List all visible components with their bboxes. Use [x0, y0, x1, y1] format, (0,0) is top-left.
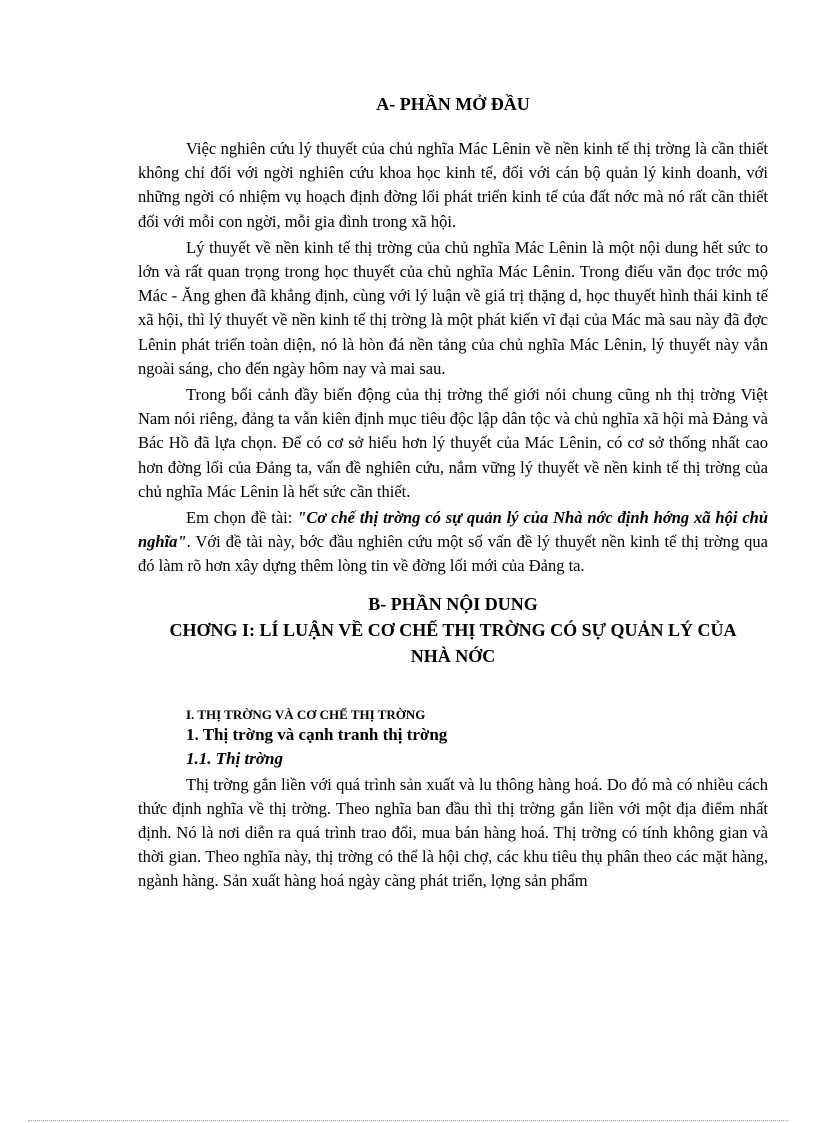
paragraph: Lý thuyết về nền kinh tế thị trờng của chủ nghĩa Mác Lênin là một nội dung hết sức to lớn và rất quan trọng trong học thuyết của chủ nghĩa Mác Lênin. Trong điếu văn đọc trớc mộ Mác - Ăng ghen đã khẳng định, cùng với lý luận về giá trị thặng d, học thuyết hình thái kinh tế xã hội, thì lý thuyết về nền kinh tế thị trờng là một phát kiến vĩ đại của Mác mà sau này đã đợc Lênin phát triển toàn diện, nó là hòn đá nền tảng của chủ nghĩa Mác Lênin, lý thuyết này vẫn ngoài sáng, cho đến ngày hôm nay và mai sau. [138, 237, 768, 378]
topic-title: "Cơ chế thị trờng có sự quản lý của Nhà nớc định hớng xã hội chủ nghĩa" [138, 508, 768, 552]
topic-lead: Em chọn đề tài: [186, 508, 298, 528]
topic-rest: . Với đề tài này, bớc đầu nghiên cứu một số vấn đề lý thuyết nền kinh tế thị trờng qua đó làm rõ hơn xây dựng thêm lòng tin về đờng lối mới của Đảng ta. [138, 532, 768, 576]
section-heading: I. THỊ TRỜNG VÀ CƠ CHẾ THỊ TRỜNG [186, 706, 426, 722]
paragraph-topic [138, 506, 768, 579]
subsubsection-heading: 1.1. Thị trờng [186, 748, 283, 768]
page-bottom-rule [28, 1120, 788, 1121]
paragraph: Thị trờng gắn liền với quá trình sản xuất và lu thông hàng hoá. Do đó mà có nhiều cách thức định nghĩa về thị trờng. Theo nghĩa ban đầu thì thị trờng gắn liền với một địa điểm nhất định. Nó là nơi diễn ra quá trình trao đổi, mua bán hàng hoá. Thị trờng có tính không gian và thời gian. Theo nghĩa này, thị trờng có thể là hội chợ, các khu tiêu thụ phân theo các mặt hàng, ngành hàng. Sản xuất hàng hoá ngày càng phát triển, lợng sản phẩm [138, 774, 768, 891]
paragraph: Trong bối cảnh đầy biến động của thị trờng thế giới nói chung cũng nh thị trờng Việt Nam nói riêng, đảng ta vẫn kiên định mục tiêu độc lập dân tộc và chủ nghĩa xã hội mà Đảng và Bác Hồ đã lựa chọn. Để có cơ sở hiểu hơn lý thuyết của Mác Lênin, có cơ sở thống nhất cao hơn đờng lối của Đảng ta, vấn đề nghiên cứu, nắm vững lý thuyết về nền kinh tế thị trờng của chủ nghĩa Mác Lênin là hết sức cần thiết. [138, 385, 768, 501]
document-body [138, 94, 768, 896]
heading-intro: A- PHẦN MỞ ĐẦU [376, 94, 530, 114]
subsection-heading: 1. Thị trờng và cạnh tranh thị trờng [186, 724, 448, 744]
chapter-title: CHƠNG I: LÍ LUẬN VỀ CƠ CHẾ THỊ TRỜNG CÓ SỰ QUẢN LÝ CỦA NHÀ NỚC [169, 619, 737, 666]
heading-content: B- PHẦN NỘI DUNG [368, 593, 538, 614]
paragraph: Việc nghiên cứu lý thuyết của chủ nghĩa Mác Lênin về nền kinh tế thị trờng là cần thiết không chỉ đối với ngời nghiên cứu khoa học kinh tế, đối với cán bộ quản lý kinh doanh, với những ngời có nhiệm vụ hoạch định đờng lối phát triển kinh tế của đất nớc mà nó rất cần thiết đối với mỗi con ngời, mỗi gia đình trong xã hội. [138, 139, 768, 231]
